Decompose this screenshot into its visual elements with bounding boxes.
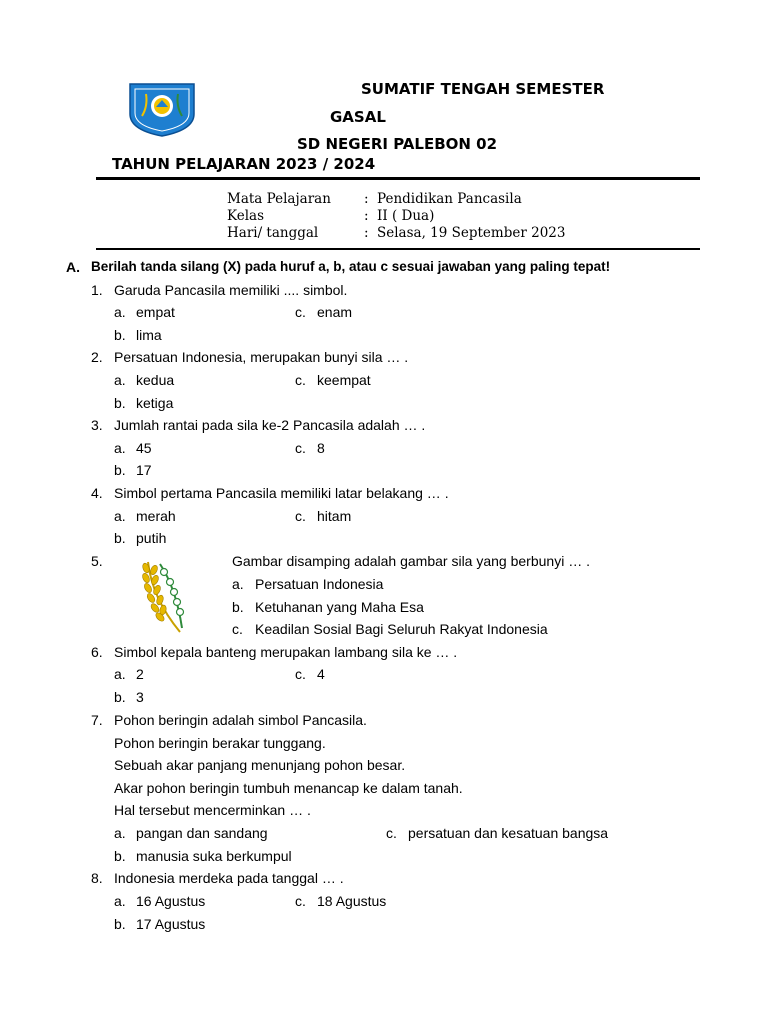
header-divider-top — [96, 177, 700, 180]
option-text: merah — [136, 508, 176, 524]
option-letter: c. — [295, 893, 306, 909]
option-letter: c. — [295, 372, 306, 388]
question-text: Indonesia merdeka pada tanggal … . — [114, 870, 344, 886]
question-line: Akar pohon beringin tumbuh menancap ke dalam tanah. — [114, 780, 463, 796]
date-separator: : — [364, 225, 369, 241]
question-number: 8. — [91, 870, 103, 886]
option-text: pangan dan sandang — [136, 825, 268, 841]
option-letter: b. — [114, 848, 126, 864]
option-letter: b. — [114, 462, 126, 478]
question-line: Pohon beringin adalah simbol Pancasila. — [114, 712, 367, 728]
section-letter: A. — [66, 259, 80, 275]
option-text: persatuan dan kesatuan bangsa — [408, 825, 609, 841]
option-text: lima — [136, 327, 162, 343]
option-letter: a. — [114, 304, 126, 320]
question-text: Jumlah rantai pada sila ke-2 Pancasila adalah … . — [114, 417, 426, 433]
question-text: Simbol kepala banteng merupakan lambang sila ke … . — [114, 644, 458, 660]
question-number: 4. — [91, 485, 103, 501]
option-text: keempat — [317, 372, 371, 388]
option-text: 2 — [136, 666, 144, 682]
option-text: 8 — [317, 440, 325, 456]
option-letter: b. — [114, 689, 126, 705]
option-letter: c. — [295, 304, 306, 320]
option-text: 3 — [136, 689, 144, 705]
header-divider-bottom — [96, 248, 700, 250]
question-text: Simbol pertama Pancasila memiliki latar belakang … . — [114, 485, 449, 501]
section-instruction: Berilah tanda silang (X) pada huruf a, b, atau c sesuai jawaban yang paling tepat! — [91, 259, 611, 274]
class-label: Kelas — [227, 208, 265, 224]
option-text: 16 Agustus — [136, 893, 206, 909]
option-text: 18 Agustus — [317, 893, 387, 909]
option-text: Persatuan Indonesia — [255, 576, 384, 592]
subject-value: Pendidikan Pancasila — [377, 191, 522, 207]
option-text: 17 — [136, 462, 152, 478]
school-logo — [126, 80, 198, 138]
option-text: empat — [136, 304, 175, 320]
option-letter: a. — [114, 666, 126, 682]
question-number: 2. — [91, 349, 103, 365]
question-text: Persatuan Indonesia, merupakan bunyi sila … . — [114, 349, 409, 365]
option-letter: c. — [295, 666, 306, 682]
question-number: 5. — [91, 553, 103, 569]
option-letter: b. — [114, 916, 126, 932]
question-number: 7. — [91, 712, 103, 728]
option-text: hitam — [317, 508, 352, 524]
question-line: Hal tersebut mencerminkan … . — [114, 802, 311, 818]
option-letter: b. — [114, 530, 126, 546]
option-letter: c. — [386, 825, 397, 841]
header-title: SUMATIF TENGAH SEMESTER — [361, 80, 605, 98]
class-value: II ( Dua) — [377, 208, 435, 224]
question-number: 1. — [91, 282, 103, 298]
option-text: ketiga — [136, 395, 174, 411]
header-subtitle: GASAL — [330, 108, 386, 126]
question-text: Gambar disamping adalah gambar sila yang berbunyi … . — [232, 553, 590, 569]
option-text: kedua — [136, 372, 175, 388]
option-letter: a. — [114, 440, 126, 456]
subject-label: Mata Pelajaran — [227, 191, 331, 207]
option-letter: a. — [114, 508, 126, 524]
subject-separator: : — [364, 191, 369, 207]
rice-cotton-icon — [138, 558, 188, 636]
option-text: 45 — [136, 440, 152, 456]
school-name: SD NEGERI PALEBON 02 — [297, 135, 498, 153]
option-letter: a. — [114, 825, 126, 841]
option-letter: b. — [114, 327, 126, 343]
question-line: Pohon beringin berakar tunggang. — [114, 735, 326, 751]
class-separator: : — [364, 208, 369, 224]
question-text: Garuda Pancasila memiliki .... simbol. — [114, 282, 348, 298]
option-letter: c. — [232, 621, 243, 637]
question-number: 6. — [91, 644, 103, 660]
option-letter: c. — [295, 440, 306, 456]
question-line: Sebuah akar panjang menunjang pohon besar. — [114, 757, 406, 773]
question-number: 3. — [91, 417, 103, 433]
option-letter: c. — [295, 508, 306, 524]
academic-year: TAHUN PELAJARAN 2023 / 2024 — [112, 155, 376, 173]
option-text: manusia suka berkumpul — [136, 848, 292, 864]
option-letter: b. — [232, 599, 244, 615]
option-text: 4 — [317, 666, 325, 682]
option-letter: a. — [232, 576, 244, 592]
option-text: putih — [136, 530, 167, 546]
option-text: enam — [317, 304, 353, 320]
option-letter: a. — [114, 893, 126, 909]
date-value: Selasa, 19 September 2023 — [377, 225, 566, 241]
option-text: 17 Agustus — [136, 916, 206, 932]
option-text: Keadilan Sosial Bagi Seluruh Rakyat Indonesia — [255, 621, 548, 637]
option-text: Ketuhanan yang Maha Esa — [255, 599, 424, 615]
option-letter: a. — [114, 372, 126, 388]
option-letter: b. — [114, 395, 126, 411]
date-label: Hari/ tanggal — [227, 225, 319, 241]
